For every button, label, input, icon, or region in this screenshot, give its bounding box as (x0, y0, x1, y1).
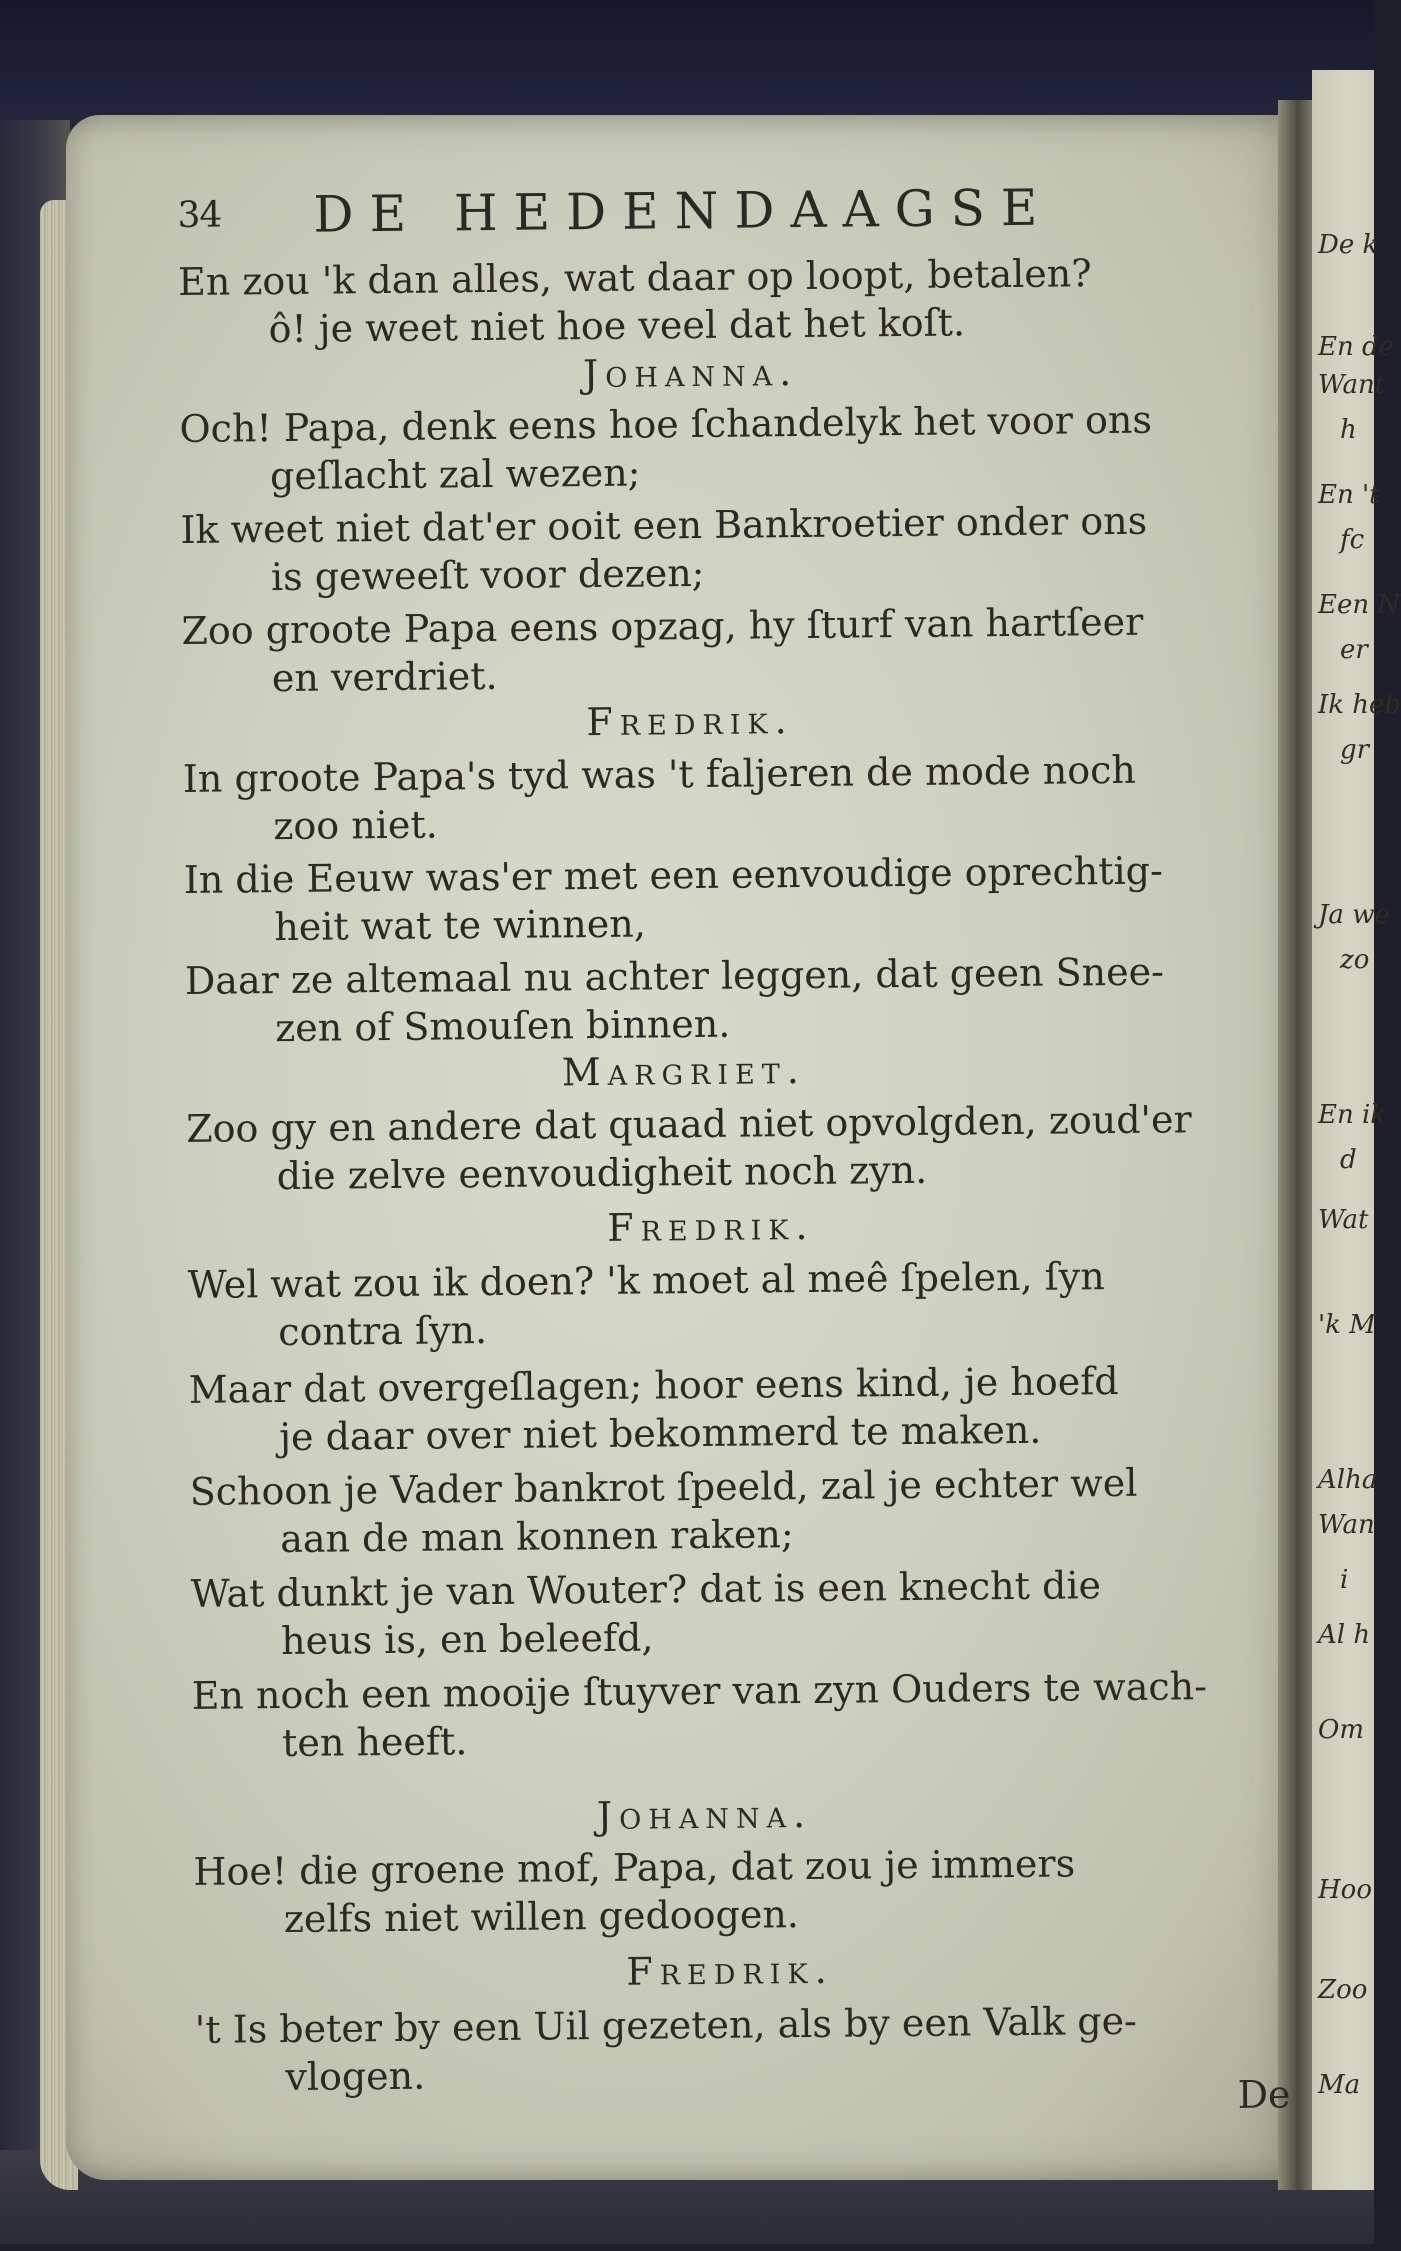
verse-line: In die Eeuw was'er met een eenvoudige oprechtig- (183, 848, 1164, 902)
facing-page-fragment: De k (1318, 230, 1379, 260)
verse-line: Wat dunkt je van Wouter? dat is een knecht die (190, 1563, 1102, 1616)
verse-continuation: contra ſyn. (277, 1308, 488, 1355)
verse-continuation: heus is, en beleefd, (280, 1615, 654, 1664)
verse-continuation: zoo niet. (273, 802, 438, 849)
running-title: DE HEDENDAAGSE (313, 178, 1054, 244)
facing-page-fragment: fc (1340, 525, 1365, 555)
verse-line: Hoe! die groene mof, Papa, dat zou je immers (193, 1841, 1076, 1894)
facing-page-fragment: gr (1340, 735, 1370, 765)
verse-line: Daar ze altemaal nu achter leggen, dat geen Snee- (184, 949, 1165, 1003)
catchword: De (1237, 2072, 1291, 2117)
speaker-name: Johanna. (582, 350, 799, 397)
facing-page-fragment: Ja we (1318, 900, 1390, 930)
verse-continuation: die zelve eenvoudigheit noch zyn. (276, 1147, 928, 1199)
facing-page-fragment: Ik heb (1318, 690, 1401, 720)
verse-continuation: je daar over niet bekommerd te maken. (279, 1407, 1042, 1460)
facing-page-fragment: Een N (1318, 590, 1401, 620)
speaker-name: Margriet. (561, 1047, 807, 1095)
verse-continuation: ô! je weet niet hoe veel dat het koſt. (268, 300, 966, 352)
verse-continuation: ten heeft. (281, 1719, 468, 1766)
verse-line: Zoo gy en andere dat quaad niet opvolgden, zoud'er (186, 1097, 1192, 1151)
verse-line: Ik weet niet dat'er ooit een Bankroetier onder ons (180, 498, 1148, 552)
facing-page-fragment: 'k M (1318, 1310, 1376, 1340)
verse-continuation: is geweeſt voor dezen; (270, 550, 705, 600)
verse-line: 't Is beter by een Uil gezeten, als by een Valk ge- (194, 1998, 1138, 2052)
verse-continuation: en verdriet. (271, 653, 498, 701)
verse-line: Schoon je Vader bankrot ſpeeld, zal je echter wel (189, 1460, 1138, 1514)
speaker-name: Fredrik. (586, 698, 794, 745)
verse-line: Och! Papa, denk eens hoe ſchandelyk het voor ons (179, 397, 1153, 451)
facing-page-fragment: Wat (1318, 1205, 1369, 1235)
verse-continuation: zelfs niet willen gedoogen. (283, 1892, 800, 1942)
verse-continuation: aan de man konnen raken; (279, 1512, 794, 1562)
facing-page-fragment: En 't (1318, 480, 1380, 510)
facing-page-fragment: d (1340, 1145, 1357, 1175)
facing-page-fragment: i (1340, 1565, 1349, 1595)
facing-page-fragment: Zoo (1318, 1975, 1368, 2005)
facing-page-fragment: En de (1318, 332, 1395, 362)
facing-page-fragment: Alha (1318, 1465, 1378, 1495)
facing-page-fragment: Wan (1318, 1510, 1375, 1540)
page-header (177, 177, 1178, 247)
verse-continuation: geſlacht zal wezen; (269, 450, 641, 499)
facing-page-fragment: h (1340, 415, 1357, 445)
speaker-name: Johanna. (596, 1791, 813, 1839)
verse-line: Zoo groote Papa eens opzag, hy ſturf van hartſeer (181, 599, 1144, 653)
facing-page-fragment: Al h (1318, 1620, 1371, 1650)
facing-page-fragment: Ma (1318, 2070, 1361, 2100)
verse-line: In groote Papa's tyd was 't faljeren de mode noch (182, 747, 1137, 801)
verse-continuation: vlogen. (285, 2053, 426, 2100)
speaker-name: Fredrik. (626, 1947, 834, 1994)
facing-page-fragment: En ik (1318, 1100, 1387, 1130)
verse-continuation: zen of Smouſen binnen. (275, 1001, 731, 1051)
facing-page-fragment: zo (1340, 945, 1370, 975)
verse-continuation: heit wat te winnen, (274, 901, 647, 950)
verse-line: Maar dat overgeſlagen; hoor eens kind, je hoefd (188, 1358, 1119, 1412)
speaker-name: Fredrik. (607, 1203, 815, 1250)
facing-page-fragment: Hoo (1318, 1875, 1372, 1905)
facing-page-fragment: er (1340, 635, 1368, 665)
facing-page-fragment: Om (1318, 1715, 1364, 1745)
facing-page-fragment: Want (1318, 370, 1386, 400)
verse-line: En noch een mooije ſtuyver van zyn Ouders te wach- (191, 1664, 1208, 1718)
verse-line: Wel wat zou ik doen? 'k moet al meê ſpelen, ſyn (187, 1254, 1105, 1307)
page-number: 34 (177, 194, 222, 236)
verse-line: En zou 'k dan alles, wat daar op loopt, betalen? (177, 251, 1092, 304)
